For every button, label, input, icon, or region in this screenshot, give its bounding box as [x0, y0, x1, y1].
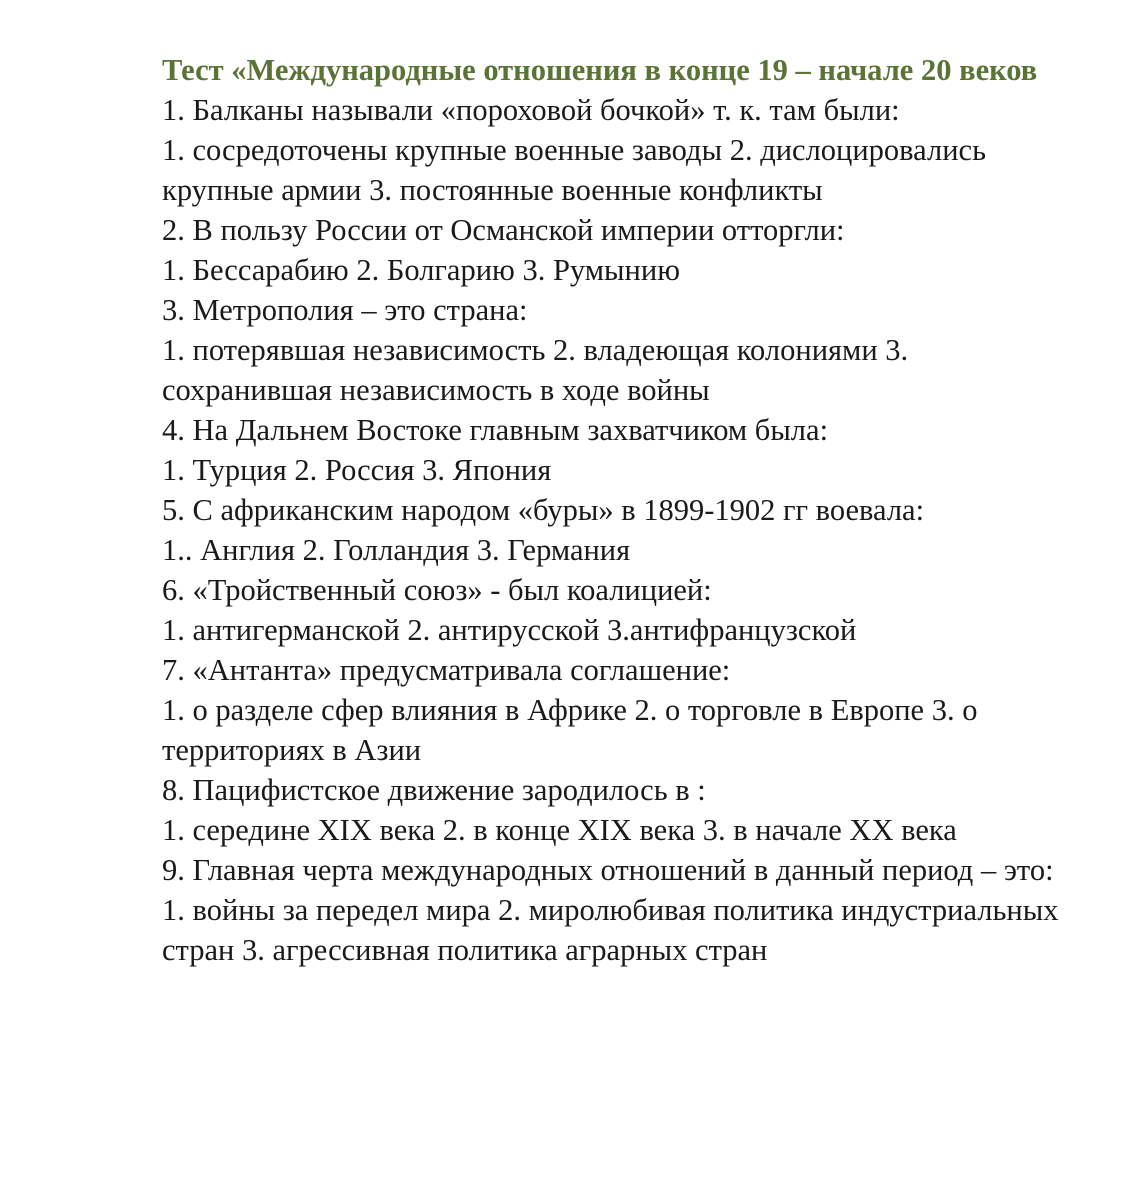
- test-document: [162, 50, 1067, 970]
- question-3: [162, 290, 1067, 410]
- question-5: [162, 490, 1067, 570]
- question-text: 9. Главная черта международных отношений в данный период – это:: [162, 853, 1054, 887]
- question-text: 4. На Дальнем Востоке главным захватчиком была:: [162, 413, 829, 447]
- answer-options: 1.. Англия 2. Голландия 3. Германия: [162, 533, 631, 567]
- question-7: [162, 650, 1067, 770]
- question-2: [162, 210, 1067, 290]
- question-1: [162, 90, 1067, 210]
- question-text: 5. С африканским народом «буры» в 1899-1902 гг воевала:: [162, 493, 925, 527]
- answer-options: 1. потерявшая независимость 2. владеющая колониями 3. сохранившая независимость в ходе войны: [162, 333, 909, 407]
- question-text: 6. «Тройственный союз» - был коалицией:: [162, 573, 712, 607]
- question-4: [162, 410, 1067, 490]
- question-6: [162, 570, 1067, 650]
- answer-options: 1. середине XIX века 2. в конце XIX века 3. в начале XX века: [162, 813, 957, 847]
- answer-options: 1. Бессарабию 2. Болгарию 3. Румынию: [162, 253, 680, 287]
- document-title: Тест «Международные отношения в конце 19 – начале 20 веков: [162, 53, 1038, 87]
- answer-options: 1. Турция 2. Россия 3. Япония: [162, 453, 552, 487]
- question-text: 2. В пользу России от Османской империи отторгли:: [162, 213, 845, 247]
- answer-options: 1. антигерманской 2. антирусской 3.антифранцузской: [162, 613, 857, 647]
- question-text: 7. «Антанта» предусматривала соглашение:: [162, 653, 731, 687]
- answer-options: 1. войны за передел мира 2. миролюбивая политика индустриальных стран 3. агрессивная политика аграрных стран: [162, 893, 1059, 967]
- question-text: 1. Балканы называли «пороховой бочкой» т. к. там были:: [162, 93, 900, 127]
- question-text: 3. Метрополия – это страна:: [162, 293, 528, 327]
- question-text: 8. Пацифистское движение зародилось в :: [162, 773, 706, 807]
- question-9: [162, 850, 1067, 970]
- question-8: [162, 770, 1067, 850]
- answer-options: 1. сосредоточены крупные военные заводы 2. дислоцировались крупные армии 3. постоянные военные конфликты: [162, 133, 986, 207]
- answer-options: 1. о разделе сфер влияния в Африке 2. о торговле в Европе 3. о территориях в Азии: [162, 693, 978, 767]
